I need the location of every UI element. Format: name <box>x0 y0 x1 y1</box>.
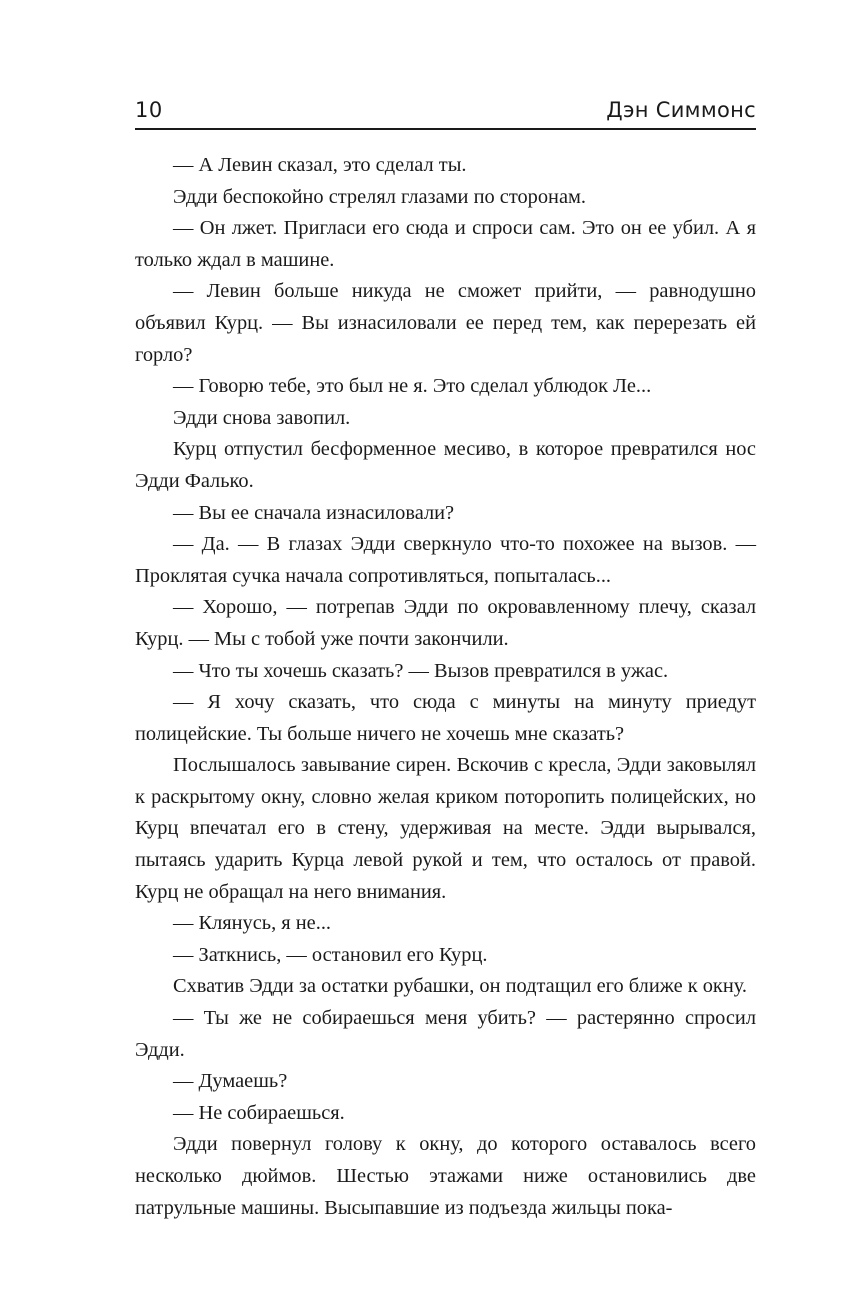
paragraph-19: — Не собираешься. <box>173 1101 345 1124</box>
paragraph-5: — Говорю тебе, это был не я. Это сделал ублюдок Ле... <box>173 375 652 398</box>
paragraph-1: — А Левин сказал, это сделал ты. <box>173 154 467 176</box>
paragraph-11: — Что ты хочешь сказать? — Вызов превратился в ужас. <box>173 659 669 682</box>
paragraph-7: Курц отпустил бесформенное месиво, в которое превратился нос Эдди Фалько. <box>135 438 756 492</box>
paragraph-15: — Заткнись, — остановил его Курц. <box>173 943 488 966</box>
paragraph-9: — Да. — В глазах Эдди сверкнуло что-то похожее на вызов. — Проклятая сучка начала сопротивляться, попыталась... <box>135 533 756 587</box>
paragraph-18: — Думаешь? <box>173 1070 288 1093</box>
running-header <box>135 92 756 130</box>
paragraph-10: — Хорошо, — потрепав Эдди по окровавленному плечу, сказал Курц. — Мы с тобой уже почти закончили. <box>135 596 756 650</box>
paragraph-4: — Левин больше никуда не сможет прийти, — равнодушно объявил Курц. — Вы изнасиловали ее перед тем, как перерезать ей горло? <box>135 280 756 366</box>
paragraph-6: Эдди снова завопил. <box>173 406 351 429</box>
paragraph-2: Эдди беспокойно стрелял глазами по сторонам. <box>173 185 587 208</box>
paragraph-16: Схватив Эдди за остатки рубашки, он подтащил его ближе к окну. <box>173 975 747 998</box>
running-title-author: Дэн Симмонс <box>606 98 756 122</box>
paragraph-3: — Он лжет. Пригласи его сюда и спроси сам. Это он ее убил. А я только ждал в машине. <box>135 217 756 271</box>
paragraph-17: — Ты же не собираешься меня убить? — растерянно спросил Эдди. <box>135 1007 756 1061</box>
body-text <box>135 150 756 1224</box>
paragraph-12: — Я хочу сказать, что сюда с минуты на минуту приедут полицейские. Ты больше ничего не хочешь мне сказать? <box>135 691 756 745</box>
paragraph-20: Эдди повернул голову к окну, до которого оставалось всего несколько дюймов. Шестью этажами ниже остановились две патрульные машины. Высыпавшие из подъезда жильцы пока- <box>135 1133 756 1219</box>
paragraph-8: — Вы ее сначала изнасиловали? <box>173 501 455 524</box>
paragraph-14: — Клянусь, я не... <box>173 912 332 935</box>
page-number: 10 <box>135 98 163 122</box>
paragraph-13: Послышалось завывание сирен. Вскочив с кресла, Эдди заковылял к раскрытому окну, словно желая криком поторопить полицейских, но Курц впечатал его в стену, удерживая на месте. Эдди вырывался, пытаясь ударить Курца левой рукой и тем, что осталось от правой. Курц не обращал на него внимания. <box>135 754 756 903</box>
